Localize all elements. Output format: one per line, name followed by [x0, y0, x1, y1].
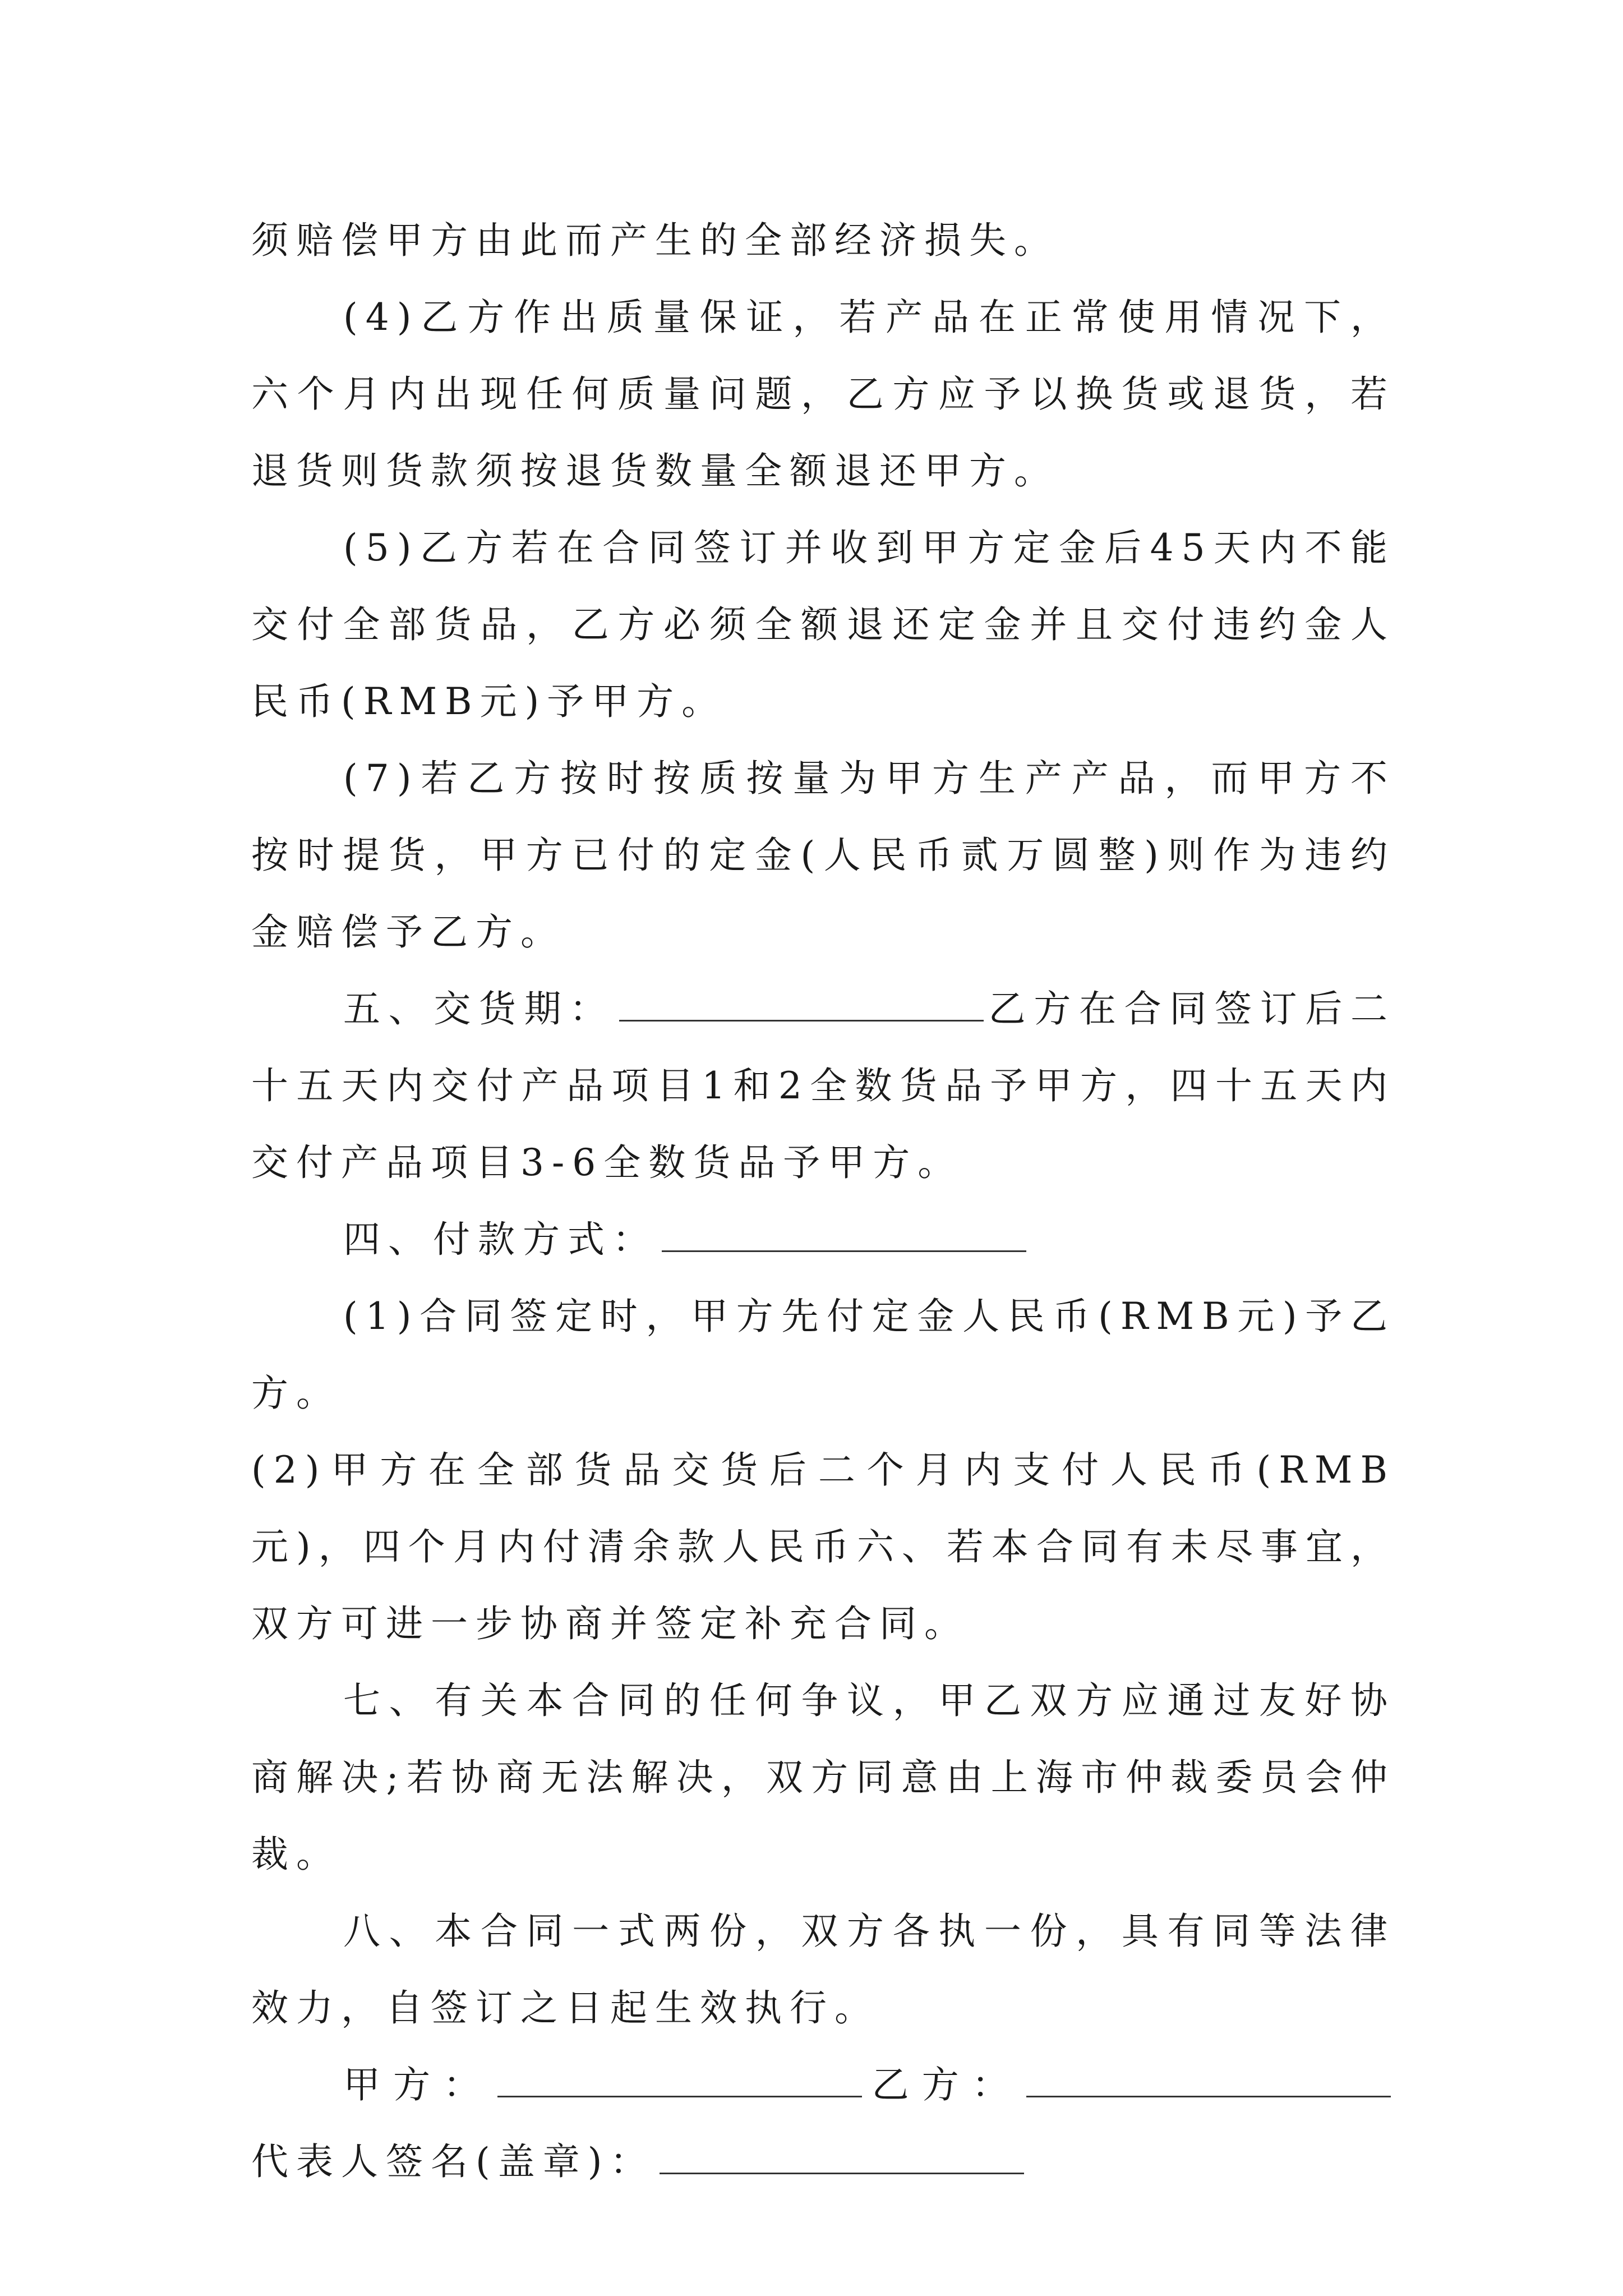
party-b-blank: [1026, 2062, 1391, 2097]
paragraph-payment-method: [251, 1201, 1395, 1278]
paragraph-signatures: [251, 2046, 1395, 2200]
paragraph-loss-compensation: 须赔偿甲方由此而产生的全部经济损失。: [251, 219, 1059, 262]
paragraph-balance-payment: (2)甲方在全部货品交货后二个月内支付人民币(RMB元)，四个月内付清余款人民币六、若本合同有未尽事宜，双方可进一步协商并签定补充合同。: [251, 1448, 1395, 1645]
delivery-period-text: 乙方在合同签订后二十五天内交付产品项目1和2全数货品予甲方，四十五天内交付产品项目3-6全数货品予甲方。: [251, 987, 1395, 1184]
paragraph-copies-validity: 八、本合同一式两份，双方各执一份，具有同等法律效力，自签订之日起生效执行。: [251, 1910, 1395, 2030]
delivery-period-blank: [619, 986, 984, 1022]
paragraph-delivery-penalty: (5)乙方若在合同签订并收到甲方定金后45天内不能交付全部货品，乙方必须全额退还定金并且交付违约金人民币(RMB元)予甲方。: [251, 526, 1395, 723]
party-b-label: 乙方：: [866, 2063, 1022, 2106]
payment-method-label: 四、付款方式：: [343, 1218, 657, 1261]
payment-method-blank: [662, 1217, 1026, 1252]
party-a-label: 甲方：: [343, 2063, 494, 2106]
paragraph-deposit-payment: (1)合同签定时，甲方先付定金人民币(RMB元)予乙方。: [251, 1295, 1395, 1415]
contract-page: [251, 202, 1395, 2200]
delivery-period-label: 五、交货期：: [343, 987, 615, 1030]
representative-blank: [660, 2139, 1024, 2174]
paragraph-quality-guarantee: (4)乙方作出质量保证，若产品在正常使用情况下，六个月内出现任何质量问题，乙方应予以换货或退货，若退货则货款须按退货数量全额退还甲方。: [251, 296, 1395, 493]
representative-label: 代表人签名(盖章)：: [251, 2140, 655, 2183]
paragraph-dispute-resolution: 七、有关本合同的任何争议，甲乙双方应通过友好协商解决;若协商无法解决，双方同意由上海市仲裁委员会仲裁。: [251, 1679, 1395, 1876]
party-a-blank: [497, 2062, 862, 2097]
paragraph-delivery-period: [251, 970, 1395, 1201]
paragraph-deposit-forfeit: (7)若乙方按时按质按量为甲方生产产品，而甲方不按时提货，甲方已付的定金(人民币贰万圆整)则作为违约金赔偿予乙方。: [251, 757, 1395, 954]
